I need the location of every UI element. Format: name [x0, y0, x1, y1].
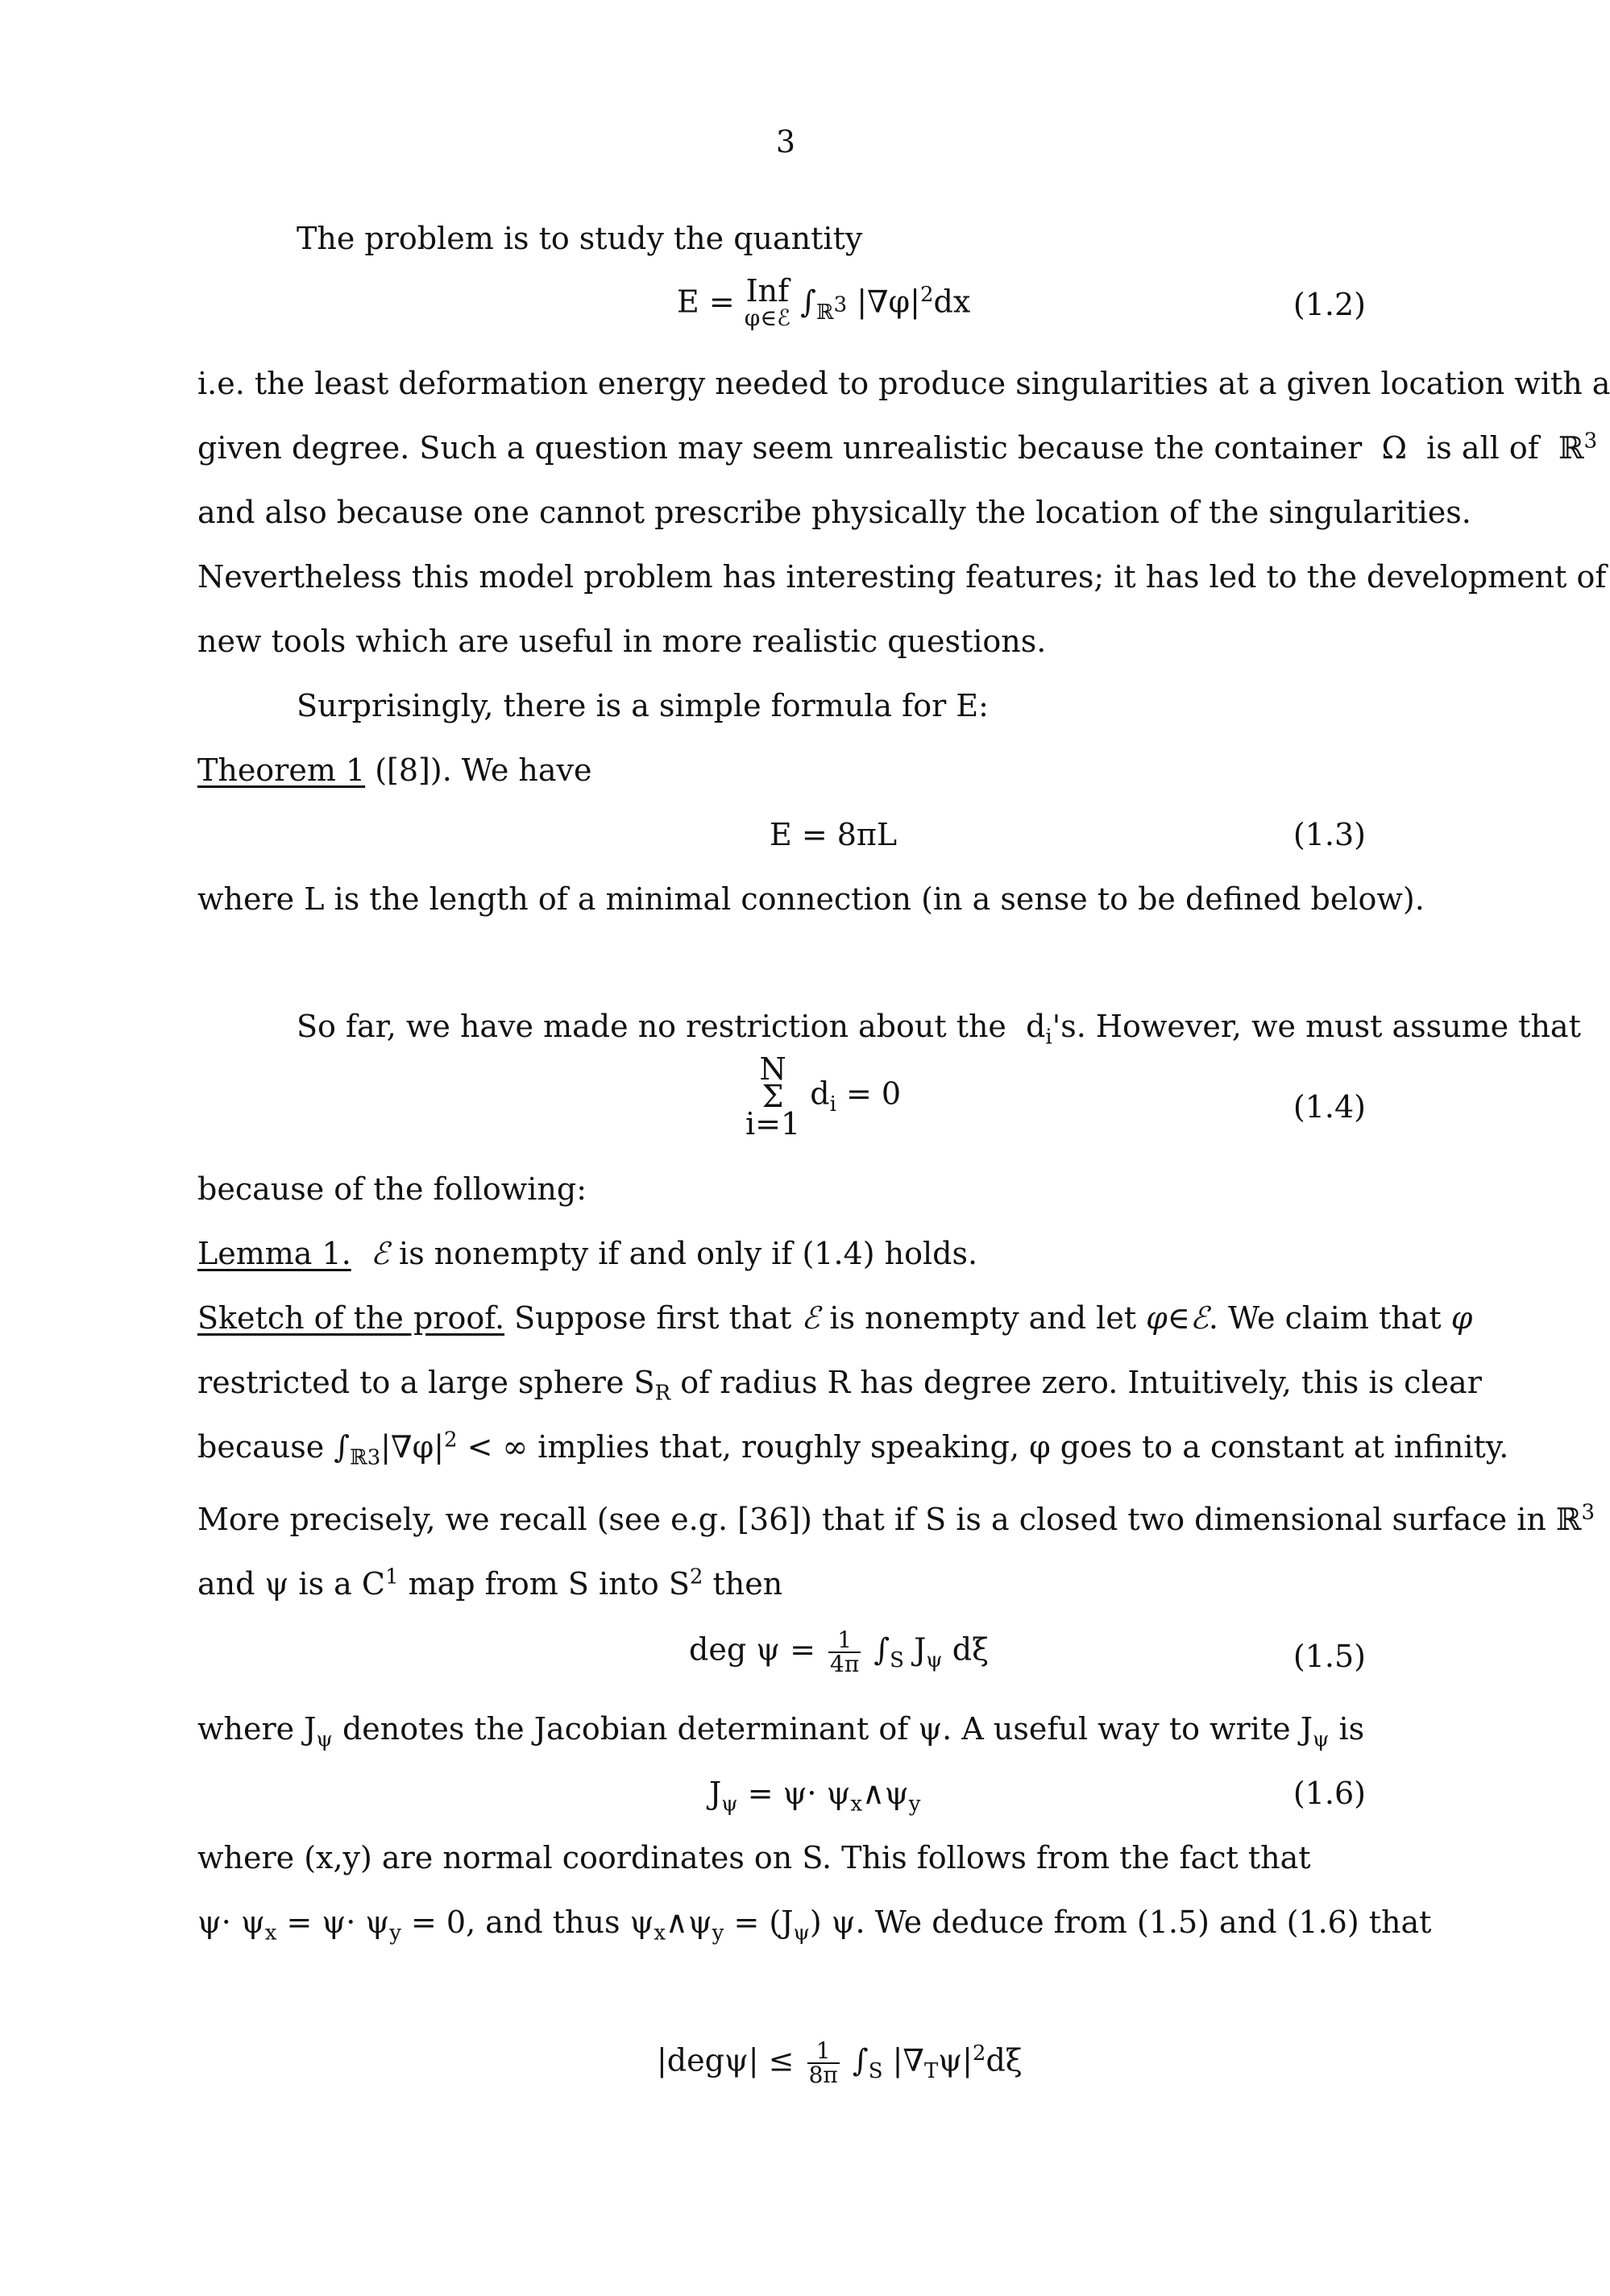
- equation-number: (1.5): [1293, 1639, 1366, 1674]
- text-line: The problem is to study the quantity: [297, 221, 863, 256]
- equation-1-4: N Σ i=1 $d_i = 0$: [745, 1051, 902, 1142]
- text-line: where (x,y) are normal coordinates on S. This follows from the fact that: [197, 1840, 1311, 1875]
- equation-number: (1.3): [1293, 817, 1366, 852]
- equation-1-3: E = 8πL: [770, 817, 898, 852]
- theorem-heading: Theorem 1 ([8]). We have: [197, 752, 592, 788]
- page-number: 3: [775, 124, 796, 160]
- fraction: $\frac{1}{4\pi}$: [830, 1627, 860, 1677]
- equation-number: (1.2): [1293, 287, 1366, 322]
- proof-line: and ψ is a $C^1$ map from S into $S^2$ then: [197, 1565, 783, 1602]
- text-line: where L is the length of a minimal connection (in a sense to be defined below).: [197, 881, 1425, 917]
- text-line: i.e. the least deformation energy needed to produce singularities at a given location with a: [197, 366, 1610, 401]
- integral-sign: ∫: [800, 284, 816, 320]
- inf-operator: Inf φ∈ℰ: [744, 273, 791, 331]
- equation-number: (1.6): [1293, 1776, 1366, 1811]
- lemma-statement: Lemma 1. ℰ is nonempty if and only if (1.4) holds.: [197, 1236, 978, 1271]
- proof-line: because $\int_{ℝ3}|\nabla\varphi|^2$ < ∞ implies that, roughly speaking, φ goes to a constant at infinity.: [197, 1428, 1509, 1470]
- text-line: where $J_\psi$ denotes the Jacobian determinant of ψ. A useful way to write $J_\psi$ is: [197, 1711, 1365, 1752]
- text-line: given degree. Such a question may seem unrealistic because the container Ω is all of ℝ$^3$: [197, 429, 1598, 466]
- text-line: $\psi\cdot \psi_x = \psi\cdot \psi_y = 0$, and thus $\psi_x\wedge\psi_y = (J_\psi)$ ψ. We deduce from (1.5) and (1.6) that: [197, 1904, 1432, 1946]
- text-line: and also because one cannot prescribe physically the location of the singularities.: [197, 495, 1471, 530]
- equation-1-5: deg ψ = $\frac{1}{4\pi}$ $\int_S$ $J_\psi$ dξ: [689, 1627, 990, 1677]
- equation-degree-bound: |degψ| ≤ $\frac{1}{8\pi}$ $\int_S$ $|\nabla_T\psi|^2d\xi$: [657, 2037, 1023, 2088]
- proof-line: restricted to a large sphere $S_R$ of radius R has degree zero. Intuitively, this is clear: [197, 1365, 1482, 1406]
- proof-line: More precisely, we recall (see e.g. [36]) that if S is a closed two dimensional surface in ℝ$^3$: [197, 1500, 1595, 1537]
- equation-1-6: $J_\psi = \psi\cdot$ $\psi_x\wedge\psi_y$: [709, 1776, 921, 1817]
- equation-1-2: E = Inf φ∈ℰ $\int_{ℝ^3}$ $|\nabla\varphi|^2dx$: [677, 273, 971, 331]
- proof-line: Sketch of the proof. Suppose first that ℰ is nonempty and let φ∈ℰ. We claim that φ: [197, 1300, 1473, 1336]
- text-line: Nevertheless this model problem has interesting features; it has led to the development of: [197, 559, 1607, 595]
- equation-number: (1.4): [1293, 1089, 1366, 1125]
- lemma-label: Lemma 1.: [197, 1236, 351, 1271]
- text-line: Surprisingly, there is a simple formula for E:: [297, 688, 989, 723]
- summation: N Σ i=1: [745, 1051, 801, 1142]
- text-line: new tools which are useful in more realistic questions.: [197, 624, 1047, 659]
- text-line: So far, we have made no restriction about the $d_i's$. However, we must assume that: [297, 1009, 1581, 1050]
- theorem-label: Theorem 1: [197, 752, 366, 788]
- text-line: because of the following:: [197, 1171, 587, 1207]
- fraction: $\frac{1}{8\pi}$: [808, 2037, 838, 2088]
- proof-label: Sketch of the proof.: [197, 1300, 505, 1336]
